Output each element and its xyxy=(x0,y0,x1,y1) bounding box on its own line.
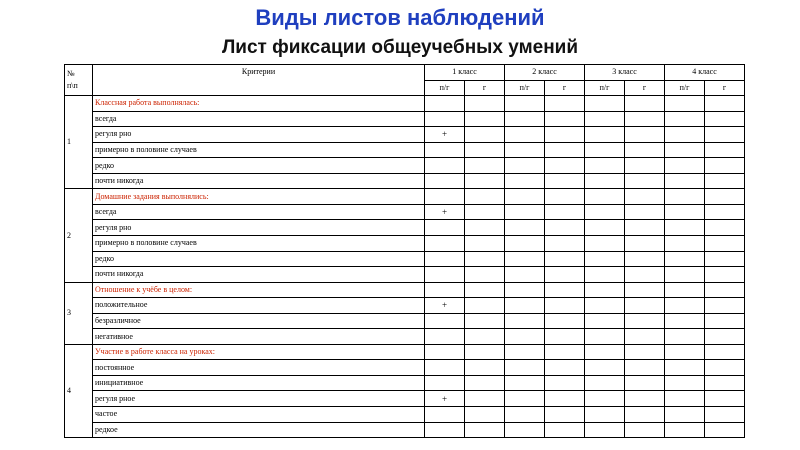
mark-cell[interactable] xyxy=(545,173,585,189)
mark-cell[interactable] xyxy=(545,298,585,314)
criterion-row xyxy=(65,220,745,236)
criterion-label: редкое xyxy=(93,422,425,438)
criterion-row xyxy=(65,111,745,127)
mark-cell[interactable] xyxy=(625,422,665,438)
criterion-row xyxy=(65,251,745,267)
mark-cell[interactable] xyxy=(705,267,745,283)
mark-cell[interactable] xyxy=(505,329,545,345)
mark-cell[interactable] xyxy=(705,173,745,189)
mark-cell[interactable] xyxy=(705,360,745,376)
mark-cell[interactable] xyxy=(505,220,545,236)
mark-cell[interactable] xyxy=(505,173,545,189)
mark-cell[interactable] xyxy=(505,344,545,360)
mark-cell[interactable] xyxy=(505,313,545,329)
mark-cell[interactable] xyxy=(625,111,665,127)
criterion-label: всегда xyxy=(93,111,425,127)
criterion-label: инициативное xyxy=(93,375,425,391)
page-subtitle: Лист фиксации общеучебных умений xyxy=(221,37,579,58)
mark-cell[interactable] xyxy=(425,407,465,423)
subheader-g: г xyxy=(465,80,505,96)
mark-cell[interactable] xyxy=(425,158,465,174)
mark-cell[interactable] xyxy=(545,204,585,220)
criterion-label: положительное xyxy=(93,298,425,314)
mark-cell[interactable] xyxy=(545,111,585,127)
subheader-pg: п/г xyxy=(665,80,705,96)
mark-cell[interactable] xyxy=(465,313,505,329)
mark-cell[interactable] xyxy=(625,96,665,112)
mark-cell[interactable] xyxy=(665,158,705,174)
mark-cell[interactable] xyxy=(425,236,465,252)
mark-cell[interactable] xyxy=(705,329,745,345)
criterion-label: примерно в половине случаев xyxy=(93,236,425,252)
section-title: Классная работа выполнялась: xyxy=(93,96,425,112)
criterion-row xyxy=(65,298,745,314)
mark-cell[interactable] xyxy=(705,313,745,329)
mark-cell[interactable]: + xyxy=(425,204,465,220)
header-row-grades xyxy=(65,65,745,81)
mark-cell[interactable] xyxy=(505,111,545,127)
mark-cell[interactable] xyxy=(665,407,705,423)
mark-cell[interactable] xyxy=(625,236,665,252)
mark-cell[interactable] xyxy=(545,127,585,143)
mark-cell[interactable] xyxy=(465,391,505,407)
section-row xyxy=(65,96,745,112)
mark-cell[interactable] xyxy=(705,111,745,127)
mark-cell[interactable] xyxy=(625,204,665,220)
mark-cell[interactable] xyxy=(625,298,665,314)
mark-cell[interactable] xyxy=(465,204,505,220)
mark-cell[interactable] xyxy=(505,391,545,407)
mark-cell[interactable] xyxy=(585,158,625,174)
mark-cell[interactable] xyxy=(585,360,625,376)
mark-cell[interactable] xyxy=(665,298,705,314)
subheader-g: г xyxy=(545,80,585,96)
mark-cell[interactable] xyxy=(625,220,665,236)
header-number-sublabel: п\п xyxy=(67,81,78,91)
mark-cell[interactable] xyxy=(585,127,625,143)
criterion-label: всегда xyxy=(93,204,425,220)
header-number-cell xyxy=(65,65,93,96)
mark-cell[interactable] xyxy=(505,267,545,283)
criterion-label: примерно в половине случаев xyxy=(93,142,425,158)
mark-cell[interactable] xyxy=(545,344,585,360)
criterion-row xyxy=(65,360,745,376)
subheader-pg: п/г xyxy=(425,80,465,96)
mark-cell[interactable] xyxy=(545,251,585,267)
mark-cell[interactable] xyxy=(665,127,705,143)
mark-cell[interactable] xyxy=(625,267,665,283)
mark-cell[interactable] xyxy=(505,407,545,423)
mark-cell[interactable] xyxy=(505,142,545,158)
mark-cell[interactable] xyxy=(665,313,705,329)
mark-cell[interactable] xyxy=(425,111,465,127)
mark-cell[interactable] xyxy=(585,375,625,391)
mark-cell[interactable] xyxy=(705,204,745,220)
mark-cell[interactable] xyxy=(425,96,465,112)
section-title: Участие в работе класса на уроках: xyxy=(93,344,425,360)
mark-cell[interactable] xyxy=(465,298,505,314)
mark-cell[interactable] xyxy=(625,173,665,189)
mark-cell[interactable] xyxy=(705,375,745,391)
mark-cell[interactable] xyxy=(665,375,705,391)
subheader-g: г xyxy=(625,80,665,96)
mark-cell[interactable] xyxy=(585,422,625,438)
mark-cell[interactable] xyxy=(545,422,585,438)
mark-cell[interactable] xyxy=(585,282,625,298)
mark-cell[interactable] xyxy=(705,344,745,360)
mark-cell[interactable] xyxy=(505,282,545,298)
mark-cell[interactable] xyxy=(465,173,505,189)
criterion-row xyxy=(65,158,745,174)
mark-cell[interactable] xyxy=(545,313,585,329)
mark-cell[interactable] xyxy=(585,220,625,236)
mark-cell[interactable] xyxy=(465,236,505,252)
mark-cell[interactable] xyxy=(465,158,505,174)
mark-cell[interactable] xyxy=(425,189,465,205)
mark-cell[interactable] xyxy=(505,360,545,376)
mark-cell[interactable] xyxy=(705,142,745,158)
mark-cell[interactable] xyxy=(505,127,545,143)
mark-cell[interactable] xyxy=(425,360,465,376)
mark-cell[interactable] xyxy=(585,391,625,407)
mark-cell[interactable] xyxy=(465,220,505,236)
mark-cell[interactable] xyxy=(545,391,585,407)
header-grade-2: 2 класс xyxy=(505,65,585,81)
observation-table xyxy=(64,64,745,438)
mark-cell[interactable] xyxy=(625,375,665,391)
criterion-label: регуля рное xyxy=(93,391,425,407)
mark-cell[interactable] xyxy=(585,298,625,314)
mark-cell[interactable] xyxy=(425,220,465,236)
criterion-row xyxy=(65,407,745,423)
mark-cell[interactable] xyxy=(505,96,545,112)
mark-cell[interactable] xyxy=(425,173,465,189)
mark-cell[interactable] xyxy=(665,329,705,345)
subheader-pg: п/г xyxy=(505,80,545,96)
mark-cell[interactable] xyxy=(545,236,585,252)
criterion-row xyxy=(65,313,745,329)
mark-cell[interactable] xyxy=(625,251,665,267)
mark-cell[interactable] xyxy=(545,282,585,298)
mark-cell[interactable] xyxy=(625,407,665,423)
mark-cell[interactable] xyxy=(545,267,585,283)
mark-cell[interactable] xyxy=(705,220,745,236)
mark-cell[interactable] xyxy=(705,298,745,314)
section-number: 4 xyxy=(65,344,93,437)
mark-cell[interactable] xyxy=(425,344,465,360)
mark-cell[interactable] xyxy=(425,422,465,438)
mark-cell[interactable]: + xyxy=(425,298,465,314)
section-number: 3 xyxy=(65,282,93,344)
mark-cell[interactable] xyxy=(545,142,585,158)
mark-cell[interactable] xyxy=(585,236,625,252)
mark-cell[interactable] xyxy=(545,189,585,205)
mark-cell[interactable] xyxy=(705,251,745,267)
mark-cell[interactable] xyxy=(465,189,505,205)
mark-cell[interactable] xyxy=(625,282,665,298)
mark-cell[interactable] xyxy=(465,344,505,360)
criterion-row xyxy=(65,142,745,158)
mark-cell[interactable] xyxy=(625,329,665,345)
mark-cell[interactable] xyxy=(425,282,465,298)
mark-cell[interactable] xyxy=(585,344,625,360)
mark-cell[interactable] xyxy=(425,375,465,391)
mark-cell[interactable] xyxy=(665,111,705,127)
mark-cell[interactable] xyxy=(665,142,705,158)
section-row xyxy=(65,189,745,205)
section-title: Отношение к учёбе в целом: xyxy=(93,282,425,298)
mark-cell[interactable] xyxy=(625,127,665,143)
mark-cell[interactable] xyxy=(545,220,585,236)
mark-cell[interactable] xyxy=(665,344,705,360)
mark-cell[interactable] xyxy=(505,251,545,267)
section-number: 2 xyxy=(65,189,93,282)
mark-cell[interactable] xyxy=(625,313,665,329)
mark-cell[interactable] xyxy=(665,282,705,298)
mark-cell[interactable] xyxy=(545,158,585,174)
mark-cell[interactable] xyxy=(545,329,585,345)
mark-cell[interactable] xyxy=(705,127,745,143)
criterion-row xyxy=(65,127,745,143)
mark-cell[interactable] xyxy=(465,360,505,376)
mark-cell[interactable] xyxy=(505,204,545,220)
mark-cell[interactable] xyxy=(465,329,505,345)
criterion-label: редко xyxy=(93,158,425,174)
criterion-label: частое xyxy=(93,407,425,423)
mark-cell[interactable] xyxy=(665,220,705,236)
mark-cell[interactable] xyxy=(425,313,465,329)
criterion-label: почти никогда xyxy=(93,173,425,189)
section-row xyxy=(65,344,745,360)
section-row xyxy=(65,282,745,298)
mark-cell[interactable] xyxy=(665,422,705,438)
criterion-label: негативное xyxy=(93,329,425,345)
mark-cell[interactable] xyxy=(665,267,705,283)
mark-cell[interactable] xyxy=(465,251,505,267)
mark-cell[interactable] xyxy=(465,96,505,112)
mark-cell[interactable] xyxy=(465,267,505,283)
mark-cell[interactable] xyxy=(425,251,465,267)
mark-cell[interactable] xyxy=(545,407,585,423)
mark-cell[interactable] xyxy=(505,422,545,438)
criterion-row xyxy=(65,204,745,220)
mark-cell[interactable] xyxy=(625,142,665,158)
mark-cell[interactable] xyxy=(465,282,505,298)
mark-cell[interactable] xyxy=(425,142,465,158)
mark-cell[interactable] xyxy=(665,251,705,267)
mark-cell[interactable] xyxy=(705,158,745,174)
header-criteria: Критерии xyxy=(93,65,425,96)
header-grade-4: 4 класс xyxy=(665,65,745,81)
mark-cell[interactable] xyxy=(545,96,585,112)
criterion-row xyxy=(65,329,745,345)
mark-cell[interactable] xyxy=(505,236,545,252)
criterion-label: почти никогда xyxy=(93,267,425,283)
mark-cell[interactable] xyxy=(465,142,505,158)
mark-cell[interactable] xyxy=(545,360,585,376)
mark-cell[interactable] xyxy=(625,391,665,407)
mark-cell[interactable] xyxy=(625,344,665,360)
mark-cell[interactable] xyxy=(545,375,585,391)
mark-cell[interactable] xyxy=(505,298,545,314)
mark-cell[interactable] xyxy=(705,282,745,298)
section-title: Домашние задания выполнялись: xyxy=(93,189,425,205)
section-number: 1 xyxy=(65,96,93,189)
mark-cell[interactable] xyxy=(425,329,465,345)
mark-cell[interactable] xyxy=(505,158,545,174)
mark-cell[interactable] xyxy=(465,375,505,391)
criterion-row xyxy=(65,236,745,252)
mark-cell[interactable] xyxy=(665,204,705,220)
mark-cell[interactable] xyxy=(465,127,505,143)
mark-cell[interactable] xyxy=(505,375,545,391)
mark-cell[interactable] xyxy=(625,158,665,174)
mark-cell[interactable] xyxy=(585,329,625,345)
mark-cell[interactable]: + xyxy=(425,127,465,143)
mark-cell[interactable] xyxy=(585,173,625,189)
mark-cell[interactable] xyxy=(625,189,665,205)
mark-cell[interactable] xyxy=(705,407,745,423)
mark-cell[interactable] xyxy=(665,236,705,252)
mark-cell[interactable] xyxy=(585,407,625,423)
mark-cell[interactable] xyxy=(665,189,705,205)
criterion-row xyxy=(65,391,745,407)
mark-cell[interactable] xyxy=(585,111,625,127)
mark-cell[interactable] xyxy=(465,422,505,438)
mark-cell[interactable] xyxy=(585,189,625,205)
subheader-g: г xyxy=(705,80,745,96)
mark-cell[interactable] xyxy=(665,360,705,376)
mark-cell[interactable] xyxy=(585,313,625,329)
criterion-row xyxy=(65,267,745,283)
header-number-label: № xyxy=(67,69,75,79)
mark-cell[interactable] xyxy=(585,204,625,220)
mark-cell[interactable] xyxy=(705,189,745,205)
mark-cell[interactable] xyxy=(585,142,625,158)
mark-cell[interactable] xyxy=(505,189,545,205)
mark-cell[interactable] xyxy=(705,422,745,438)
mark-cell[interactable] xyxy=(665,96,705,112)
mark-cell[interactable] xyxy=(705,391,745,407)
header-grade-1: 1 класс xyxy=(425,65,505,81)
page-title: Виды листов наблюдений xyxy=(255,5,545,30)
subheader-pg: п/г xyxy=(585,80,625,96)
mark-cell[interactable] xyxy=(585,96,625,112)
criterion-row xyxy=(65,422,745,438)
criterion-label: регуля рно xyxy=(93,220,425,236)
criterion-label: постоянное xyxy=(93,360,425,376)
mark-cell[interactable] xyxy=(585,267,625,283)
mark-cell[interactable] xyxy=(465,111,505,127)
mark-cell[interactable] xyxy=(425,267,465,283)
criterion-label: безразличное xyxy=(93,313,425,329)
mark-cell[interactable] xyxy=(625,360,665,376)
criterion-row xyxy=(65,375,745,391)
mark-cell[interactable] xyxy=(665,391,705,407)
mark-cell[interactable]: + xyxy=(425,391,465,407)
header-grade-3: 3 класс xyxy=(585,65,665,81)
mark-cell[interactable] xyxy=(705,236,745,252)
criterion-label: регуля рно xyxy=(93,127,425,143)
mark-cell[interactable] xyxy=(665,173,705,189)
mark-cell[interactable] xyxy=(465,407,505,423)
mark-cell[interactable] xyxy=(585,251,625,267)
criterion-label: редко xyxy=(93,251,425,267)
mark-cell[interactable] xyxy=(705,96,745,112)
criterion-row xyxy=(65,173,745,189)
